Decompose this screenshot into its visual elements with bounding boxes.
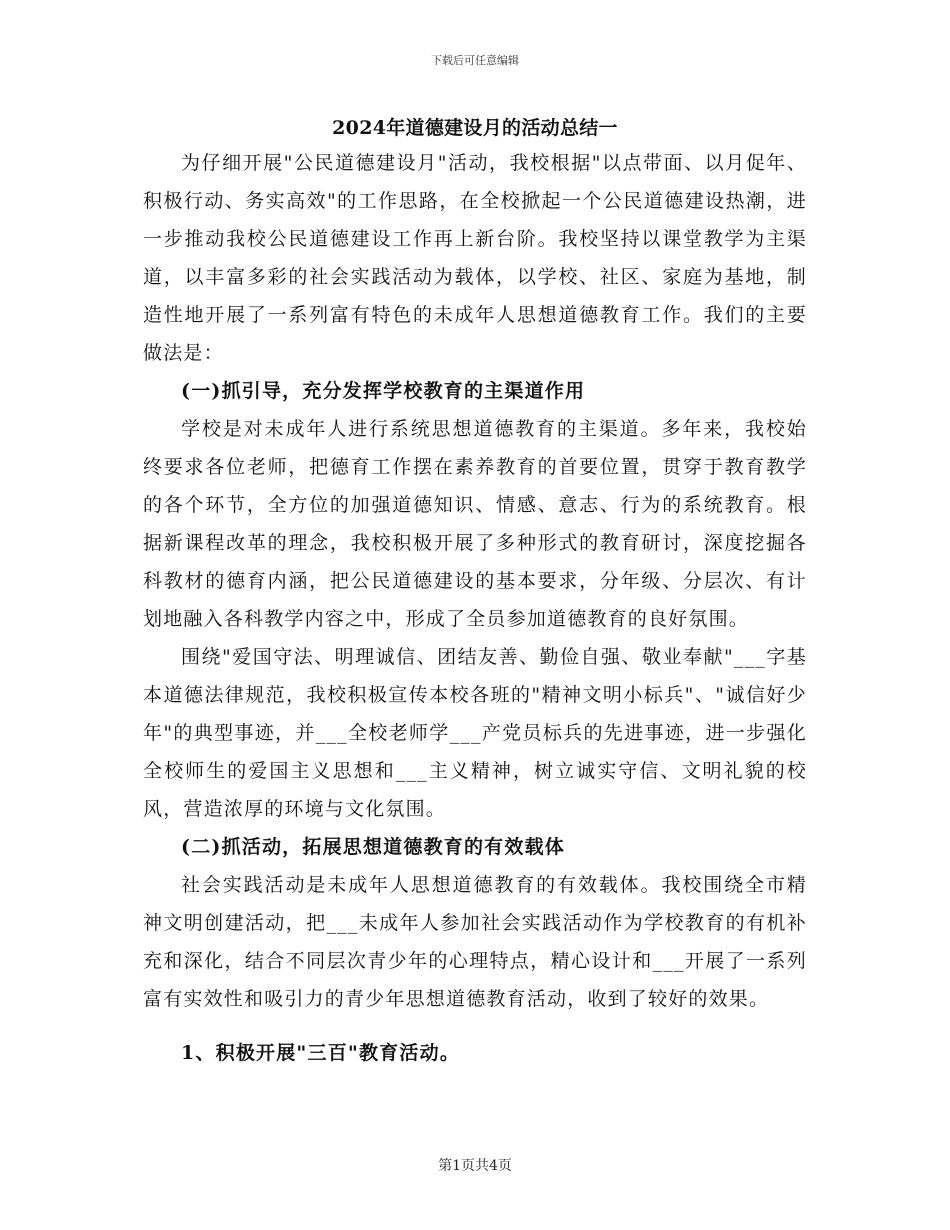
section-2-heading: (二)抓活动，拓展思想道德教育的有效载体 (181, 836, 565, 858)
intro-paragraph: 为仔细开展"公民道德建设月"活动，我校根据"以点带面、以月促年、积极行动、务实高效"的工作思路，在全校掀起一个公民道德建设热潮，进一步推动我校公民道德建设工作再上新台阶。我校坚持以课堂教学为主渠道，以丰富多彩的社会实践活动为载体，以学校、社区、家庭为基地，制造性地开展了一系列富有特色的未成年人思想道德教育工作。我们的主要做法是： (143, 152, 807, 364)
section-2-paragraph-1: 社会实践活动是未成年人思想道德教育的有效载体。我校围绕全市精神文明创建活动，把___未成年人参加社会实践活动作为学校教育的有机补充和深化，结合不同层次青少年的心理特点，精心设计和___开展了一系列富有实效性和吸引力的青少年思想道德教育活动，收到了较好的效果。 (143, 874, 807, 1010)
document-title: 2024年道德建设月的活动总结一 (332, 117, 618, 139)
section-1-paragraph-1: 学校是对未成年人进行系统思想道德教育的主渠道。多年来，我校始终要求各位老师，把德育工作摆在素养教育的首要位置，贯穿于教育教学的各个环节，全方位的加强道德知识、情感、意志、行为的系统教育。根据新课程改革的理念，我校积极开展了多种形式的教育研讨，深度挖掘各科教材的德育内涵，把公民道德建设的基本要求，分年级、分层次、有计划地融入各科教学内容之中，形成了全员参加道德教育的良好氛围。 (143, 418, 807, 630)
page-number-footer: 第1页共4页 (438, 1158, 512, 1174)
section-2-item-1-heading: 1、积极开展"三百"教育活动。 (181, 1042, 461, 1064)
section-1-heading: (一)抓引导，充分发挥学校教育的主渠道作用 (181, 380, 586, 402)
document-body (143, 112, 807, 1072)
section-1-paragraph-2: 围绕"爱国守法、明理诚信、团结友善、勤俭自强、敬业奉献"___字基本道德法律规范，我校积极宣传本校各班的"精神文明小标兵"、"诚信好少年"的典型事迹，并___全校老师学___产党员标兵的先进事迹，进一步强化全校师生的爱国主义思想和___主义精神，树立诚实守信、文明礼貌的校风，营造浓厚的环境与文化氛围。 (143, 646, 807, 820)
page-header-note: 下载后可任意编辑 (431, 54, 519, 67)
